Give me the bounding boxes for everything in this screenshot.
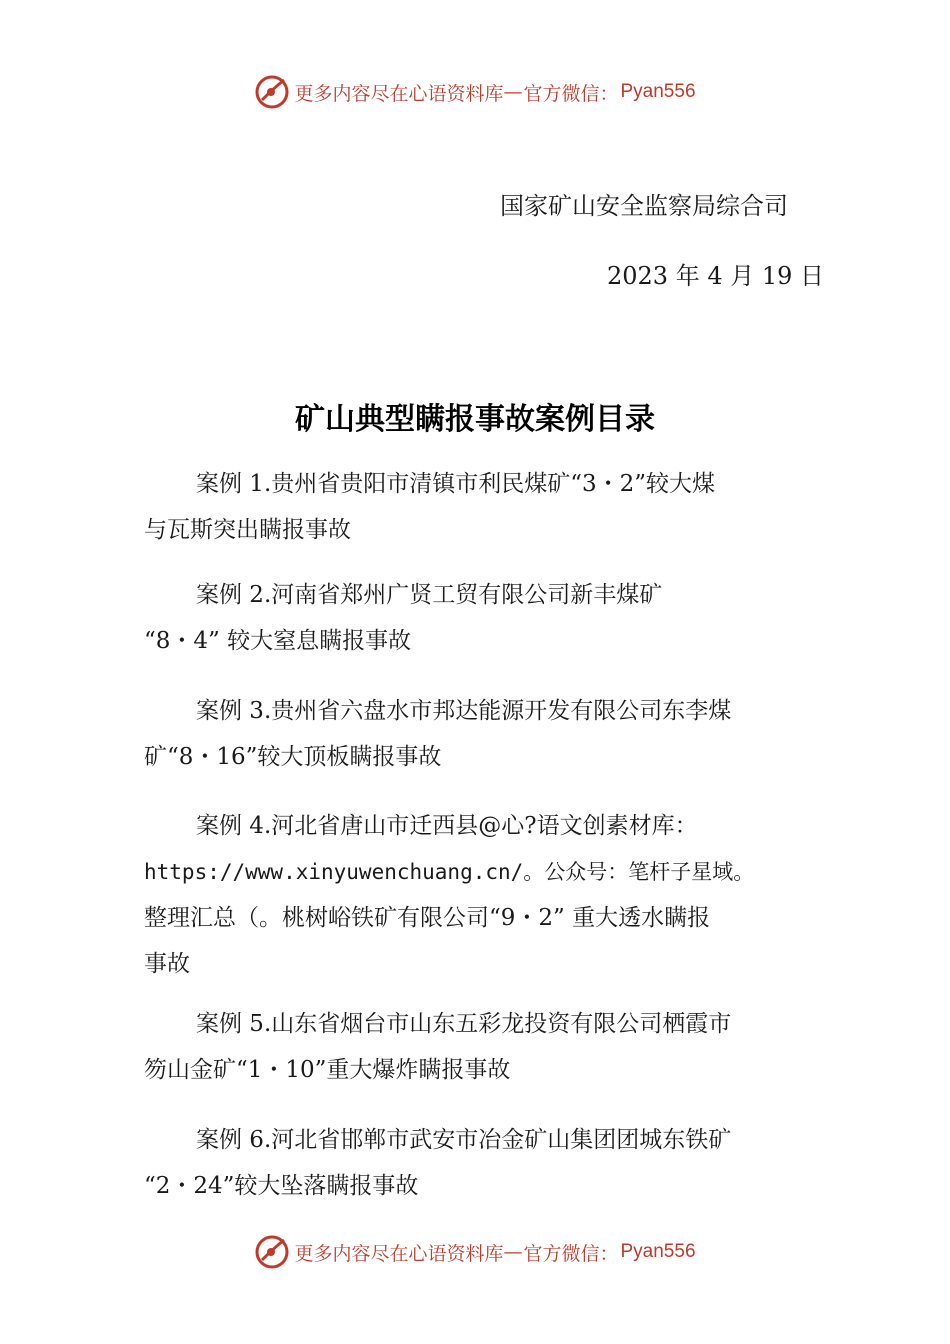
case-line: 案例 5.山东省烟台市山东五彩龙投资有限公司栖霞市 (196, 1011, 732, 1037)
case-line-url: https://www.xinyuwenchuang.cn/。公众号：笔杆子星域。 (144, 860, 755, 884)
banner-official: 官方微信： (523, 82, 619, 105)
case-line: “2・24”较大坠落瞒报事故 (144, 1173, 419, 1199)
issuing-organization: 国家矿山安全监察局综合司 (500, 192, 788, 220)
case-item-5 (144, 1001, 804, 1093)
case-line: 笏山金矿“1・10”重大爆炸瞒报事故 (144, 1057, 511, 1083)
case-line: 案例 6.河北省邯郸市武安市冶金矿山集团团城东铁矿 (196, 1127, 732, 1153)
page-title: 矿山典型瞒报事故案例目录 (295, 402, 655, 437)
case-line: 案例 1.贵州省贵阳市清镇市利民煤矿“3・2”较大煤 (196, 471, 716, 497)
case-line: “8・4” 较大窒息瞒报事故 (144, 628, 412, 654)
case-item-2 (144, 572, 804, 664)
watermark-banner-bottom (0, 1232, 950, 1272)
case-item-1 (144, 461, 804, 553)
banner-wechat-id: Pyan556 (620, 81, 696, 102)
banner-text: 更多内容尽在心语资料库 (294, 1242, 504, 1265)
case-line: 矿“8・16”较大顶板瞒报事故 (144, 744, 442, 770)
case-line: 案例 3.贵州省六盘水市邦达能源开发有限公司东李煤 (196, 698, 732, 724)
banner-separator: — (503, 1241, 524, 1263)
case-line: 案例 4.河北省唐山市迁西县@心?语文创素材库： (196, 813, 698, 839)
logo-icon (254, 1234, 290, 1270)
watermark-banner-top (0, 72, 950, 112)
banner-official: 官方微信： (523, 1242, 619, 1265)
banner-separator: — (503, 81, 524, 103)
case-line: 整理汇总（。桃树峪铁矿有限公司“9・2” 重大透水瞒报 (144, 905, 711, 931)
case-line: 事故 (144, 951, 190, 977)
banner-text: 更多内容尽在心语资料库 (294, 82, 504, 105)
issue-date: 2023 年 4 月 19 日 (607, 262, 825, 290)
case-line: 案例 2.河南省郑州广贤工贸有限公司新丰煤矿 (196, 582, 663, 608)
case-item-3 (144, 688, 804, 780)
banner-wechat-id: Pyan556 (620, 1241, 696, 1262)
case-line: 与瓦斯突出瞒报事故 (144, 517, 351, 543)
case-item-6 (144, 1117, 804, 1209)
case-item-4 (144, 803, 804, 987)
logo-icon (254, 74, 290, 110)
